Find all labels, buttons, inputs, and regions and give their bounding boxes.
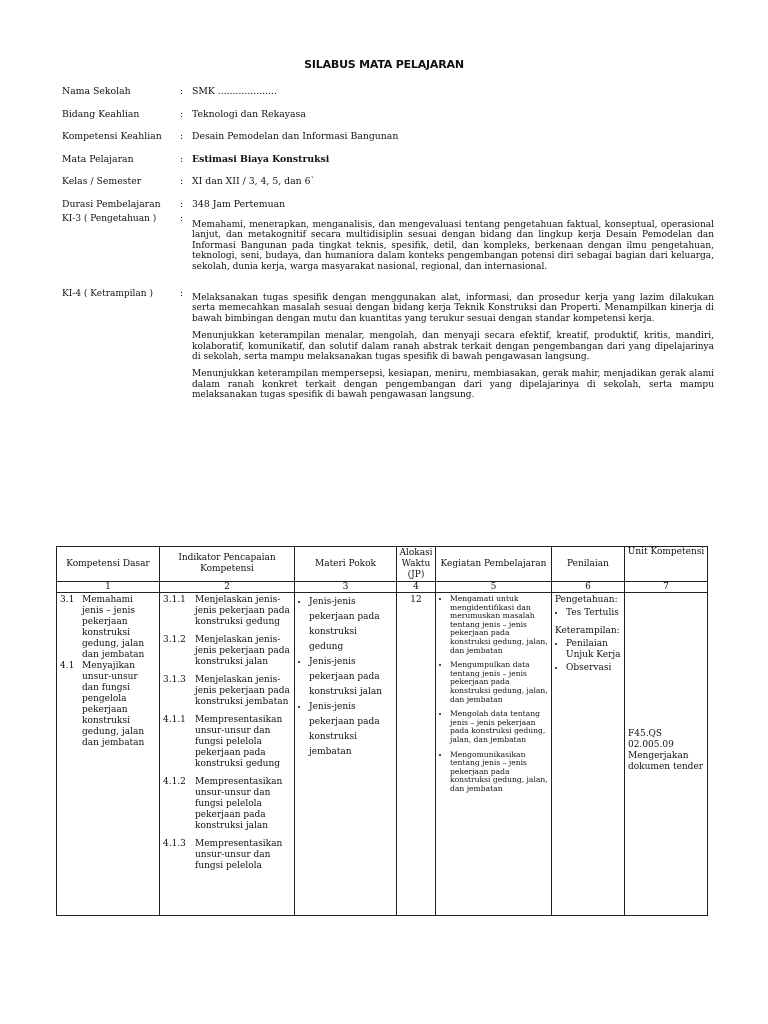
info-label: Mata Pelajaran xyxy=(62,153,134,165)
unit-kompetensi-text: F45.QS 02.005.09 Mengerjakan dokumen tender xyxy=(628,729,704,772)
ki4-paragraph: Melaksanakan tugas spesifik dengan menggunakan alat, informasi, dan prosedur kerja yang lazim dilakukan serta memecahkan masalah sesuai dengan bidang kerja Teknik Konstruksi dan Properti. Menampilkan kinerja di bawah bimbingan dengan mutu dan kuantitas yang terukur sesuai dengan standar kompetensi kerja. xyxy=(192,293,714,324)
info-value: Estimasi Biaya Konstruksi xyxy=(192,153,330,165)
info-row-competency: Kompetensi Keahlian : Desain Pemodelan dan Informasi Bangunan xyxy=(62,131,399,143)
info-row-field: Bidang Keahlian : Teknologi dan Rekayasa xyxy=(62,108,306,120)
ki4-label: KI-4 ( Ketrampilan ) xyxy=(62,289,153,299)
indikator-item: 3.1.1 Menjelaskan jenis-jenis pekerjaan pada konstruksi gedung xyxy=(163,595,290,627)
penilaian-pengetahuan-label: Pengetahuan: xyxy=(555,595,618,605)
kegiatan-item: • Mengamati untuk mengidentifikasi dan merumuskan masalah tentang jenis – jenis pekerjaan pada konstruksi gedung, jalan, dan jembatan xyxy=(450,595,548,655)
info-value: SMK .................... xyxy=(192,86,277,97)
identity-block xyxy=(62,86,722,222)
ki4-paragraph: Menunjukkan keterampilan menalar, mengolah, dan menyaji secara efektif, kreatif, produktif, kritis, mandiri, kolaboratif, komunikatif, dan solutif dalam ranah abstrak terkait dengan pengembangan dari yang dipelajarinya di sekolah, serta mampu melaksanakan tugas spesifik di bawah pengawasan langsung. xyxy=(192,331,714,363)
penilaian-item: • Tes Tertulis xyxy=(566,608,621,619)
ki3-label: KI-3 ( Pengetahuan ) xyxy=(62,214,157,224)
indikator-item: 3.1.3 Menjelaskan jenis-jenis pekerjaan pada konstruksi jembatan xyxy=(163,675,290,707)
kd-item: 4.1 Menyajikan unsur-unsur dan fungsi pengelola pekerjaan konstruksi gedung, jalan dan jembatan xyxy=(60,661,145,748)
header-materi-pokok: Materi Pokok xyxy=(295,547,397,582)
kegiatan-cell xyxy=(436,593,552,916)
unit-kompetensi-cell xyxy=(625,593,708,916)
table-row xyxy=(57,593,708,916)
ki4-paragraph: Menunjukkan keterampilan mempersepsi, kesiapan, meniru, membiasakan, gerak mahir, menjadikan gerak alami dalam ranah konkret terkait dengan pengembangan dari yang dipelajarinya di sekolah, serta mampu melaksanakan tugas spesifik di bawah pengawasan langsung. xyxy=(192,369,714,401)
indikator-item: 3.1.2 Menjelaskan jenis-jenis pekerjaan pada konstruksi jalan xyxy=(163,635,290,667)
header-indikator: Indikator Pencapaian Kompetensi xyxy=(160,547,295,582)
header-alokasi-waktu: Alokasi Waktu (JP) xyxy=(397,547,436,582)
materi-pokok-cell xyxy=(295,593,397,916)
penilaian-item: • Observasi xyxy=(566,663,621,674)
materi-item: • Jenis-jenis pekerjaan pada konstruksi jembatan xyxy=(309,700,393,760)
info-label: Kelas / Semester xyxy=(62,176,142,188)
info-label: Durasi Pembelajaran xyxy=(62,198,161,210)
penilaian-keterampilan-label: Keterampilan: xyxy=(555,626,620,636)
kd-item: 3.1 Memahami jenis – jenis pekerjaan konstruksi gedung, jalan dan jembatan xyxy=(60,595,145,660)
penilaian-cell xyxy=(552,593,625,916)
column-number: 1 xyxy=(57,582,160,593)
column-number: 7 xyxy=(625,582,708,593)
kegiatan-item: • Mengomunikasikan tentang jenis – jenis pekerjaan pada konstruksi gedung, jalan, dan jembatan xyxy=(450,751,548,794)
materi-item: • Jenis-jenis pekerjaan pada konstruksi gedung xyxy=(309,595,393,655)
column-number: 3 xyxy=(295,582,397,593)
indikator-cell xyxy=(160,593,295,916)
penilaian-item: • Penilaian Unjuk Kerja xyxy=(566,639,621,661)
info-row-class: Kelas / Semester : XI dan XII / 3, 4, 5, dan 6` xyxy=(62,176,316,188)
info-row-subject: Mata Pelajaran : Estimasi Biaya Konstruksi xyxy=(62,153,330,165)
info-value: 348 Jam Pertemuan xyxy=(192,198,286,210)
info-value: Teknologi dan Rekayasa xyxy=(192,108,306,120)
column-number: 5 xyxy=(436,582,552,593)
info-value: XI dan XII / 3, 4, 5, dan 6` xyxy=(192,176,316,188)
indikator-item: 4.1.2 Mempresentasikan unsur-unsur dan fungsi pelelola pekerjaan pada konstruksi jalan xyxy=(163,777,283,831)
column-number: 6 xyxy=(552,582,625,593)
info-label: Nama Sekolah xyxy=(62,86,131,97)
info-row-school: Nama Sekolah : SMK .................... xyxy=(62,86,277,97)
kegiatan-item: • Mengumpulkan data tentang jenis – jenis pekerjaan pada konstruksi gedung, jalan, dan jembatan xyxy=(450,661,548,704)
header-kompetensi-dasar: Kompetensi Dasar xyxy=(57,547,160,582)
info-label: Bidang Keahlian xyxy=(62,108,140,120)
materi-item: • Jenis-jenis pekerjaan pada konstruksi jalan xyxy=(309,655,393,700)
indikator-item: 4.1.1 Mempresentasikan unsur-unsur dan fungsi pelelola pekerjaan pada konstruksi gedung xyxy=(163,715,283,769)
ki3-text: Memahami, menerapkan, menganalisis, dan mengevaluasi tentang pengetahuan faktual, konseptual, operasional lanjut, dan metakognitif secara multidisiplin sesuai dengan bidang dan lingkup kerja Desain Pemodelan dan Informasi Bangunan pada tingkat teknis, spesifik, detil, dan kompleks, berkenaan dengan ilmu pengetahuan, teknologi, seni, budaya, dan humaniora dalam konteks pengembangan potensi diri sebagai bagian dari keluarga, sekolah, dunia kerja, warga masyarakat nasional, regional, dan internasional. xyxy=(192,220,714,272)
kegiatan-item: • Mengolah data tentang jenis – jenis pekerjaan pada konstruksi gedung, jalan, dan jembatan xyxy=(450,710,548,744)
column-number: 2 xyxy=(160,582,295,593)
indikator-item: 4.1.3 Mempresentasikan unsur-unsur dan fungsi pelelola xyxy=(163,839,283,871)
table-header-row xyxy=(57,547,708,582)
header-penilaian: Penilaian xyxy=(552,547,625,582)
alokasi-waktu-cell: 12 xyxy=(397,593,436,916)
page-title: SILABUS MATA PELAJARAN xyxy=(304,58,464,71)
header-kegiatan: Kegiatan Pembelajaran xyxy=(436,547,552,582)
kompetensi-dasar-cell xyxy=(57,593,160,916)
column-number: 4 xyxy=(397,582,436,593)
info-value: Desain Pemodelan dan Informasi Bangunan xyxy=(192,131,399,143)
info-label: Kompetensi Keahlian xyxy=(62,131,162,143)
syllabus-table xyxy=(56,546,708,916)
table-number-row xyxy=(57,582,708,593)
header-unit-kompetensi: Unit Kompetensi xyxy=(625,547,708,582)
info-row-duration: Durasi Pembelajaran : 348 Jam Pertemuan xyxy=(62,198,286,210)
